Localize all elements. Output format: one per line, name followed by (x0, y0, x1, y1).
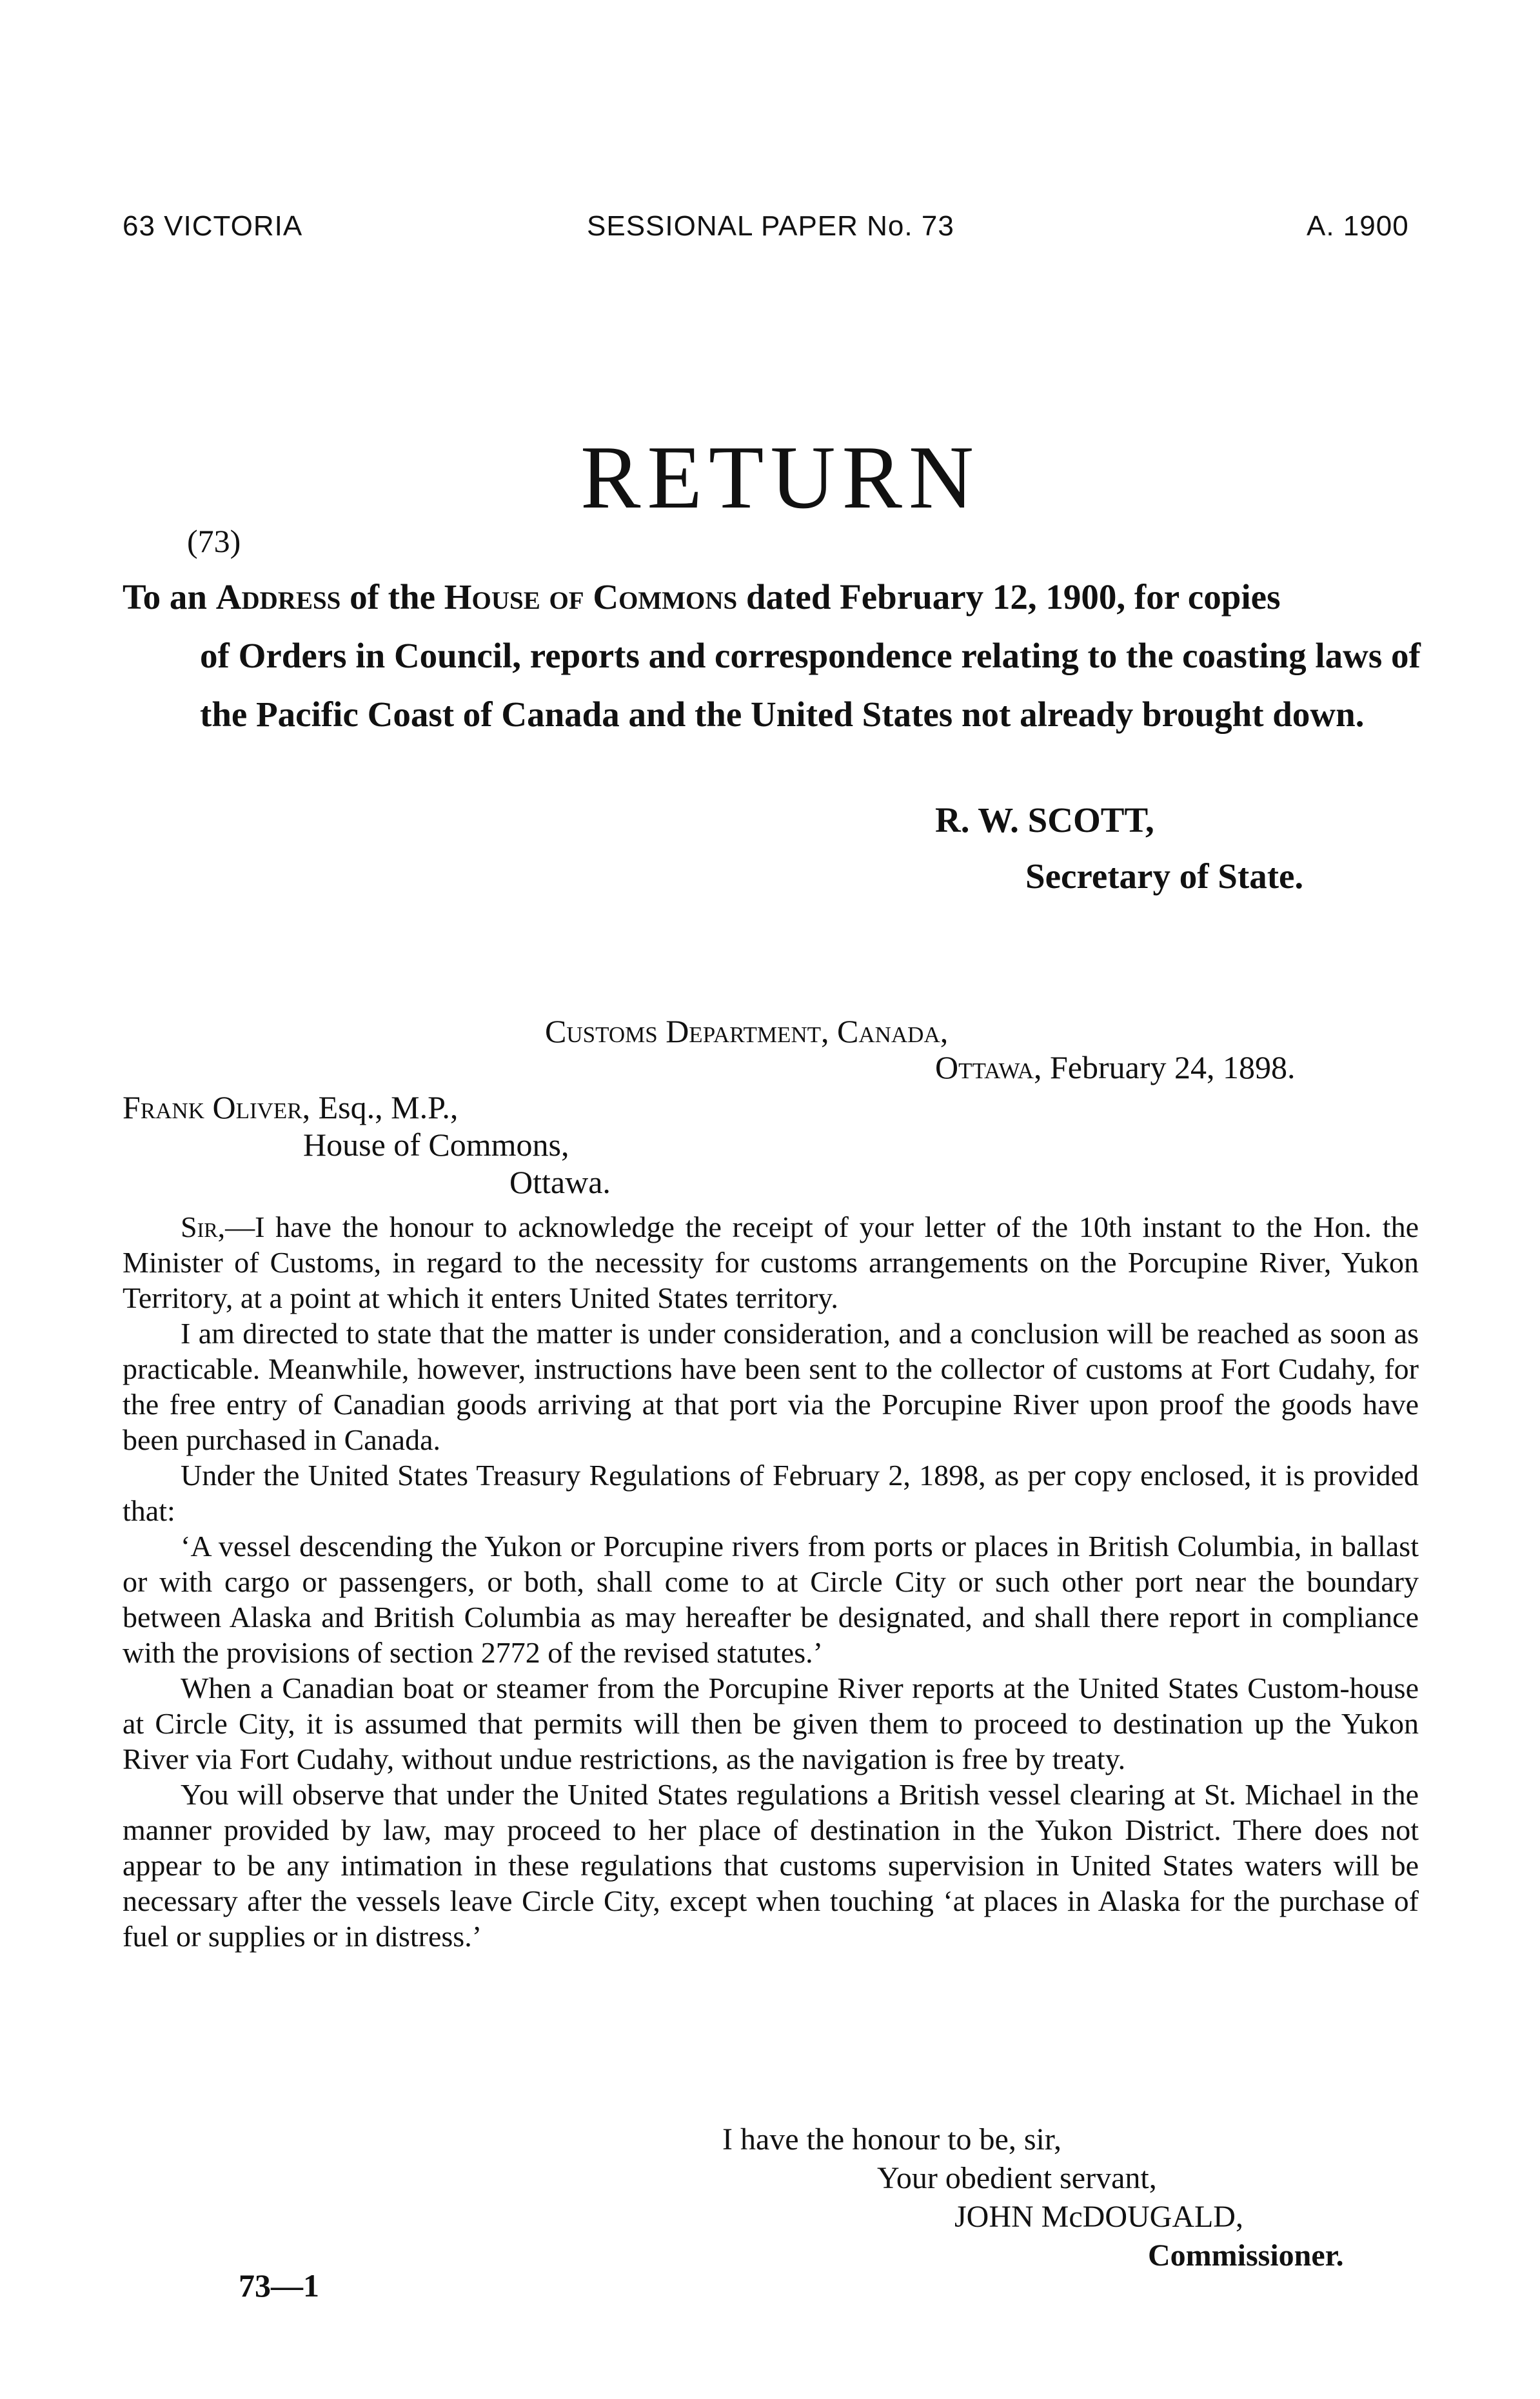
letter-place-date: Ottawa, February 24, 1898. (935, 1049, 1296, 1085)
closing-line-1: I have the honour to be, sir, (722, 2122, 1061, 2157)
address-continuation: of Orders in Council, reports and correspondence relating to the coasting laws of the Pacific Coast of Canada and the United States not already brought down. (200, 636, 1421, 734)
document-title: RETURN (580, 428, 980, 528)
closing-line-2: Your obedient servant, (877, 2161, 1157, 2195)
address-word: Address (215, 577, 341, 617)
header-sessional-paper: SESSIONAL PAPER No. 73 (587, 210, 954, 242)
recipient-line-3: Ottawa. (509, 1164, 611, 1200)
letter-body (123, 1209, 1419, 1954)
signatory-name: R. W. SCOTT, (935, 800, 1154, 840)
address-first-line: To an Address of the House of Commons dated February 12, 1900, for copies (123, 577, 1281, 617)
salutation: Sir, (181, 1210, 226, 1243)
letter-paragraph: You will observe that under the United States regulations a British vessel clearing at St. Michael in the manner provided by law, may proceed to her place of destination in the Yukon District. There does not appear to be any intimation in these regulations that customs supervision in United States waters will be necessary after the vessels leave Circle City, except when touching ‘at places in Alaska for the purchase of fuel or supplies or in distress.’ (123, 1778, 1419, 1953)
letter-paragraph: Under the United States Treasury Regulations of February 2, 1898, as per copy enclosed, it is provided that: (123, 1459, 1419, 1527)
address-paragraph (123, 568, 1425, 744)
letter-paragraph: When a Canadian boat or steamer from the Porcupine River reports at the United States Custom-house at Circle City, it is assumed that permits will then be given them to proceed to destination up the Yukon River via Fort Cudahy, without undue restrictions, as the navigation is free by treaty. (123, 1672, 1419, 1775)
document-number: (73) (187, 523, 241, 559)
recipient-name: Frank Oliver, Esq., M.P., (123, 1089, 459, 1125)
house-of-commons: House of Commons (444, 577, 738, 617)
signatory-title: Secretary of State. (1025, 856, 1304, 896)
header-year: A. 1900 (1307, 210, 1409, 242)
letter-paragraph: I am directed to state that the matter is under consideration, and a conclusion will be reached as soon as practicable. Meanwhile, however, instructions have been sent to the collector of customs at Fort Cudahy, for the free entry of Canadian goods arriving at that port via the Porcupine River upon proof the goods have been purchased in Canada. (123, 1317, 1419, 1456)
letter-paragraph: Sir,—I have the honour to acknowledge the receipt of your letter of the 10th instant to the Hon. the Minister of Customs, in regard to the necessity for customs arrangements on the Porcupine River, Yukon Territory, at a point at which it enters United States territory. (123, 1210, 1419, 1314)
page-mark: 73—1 (239, 2267, 319, 2304)
signer-name: JOHN McDOUGALD, (954, 2200, 1243, 2234)
letter-department: Customs Department, Canada, (545, 1013, 949, 1049)
signer-title: Commissioner. (1148, 2238, 1344, 2273)
header-session: 63 VICTORIA (123, 210, 303, 242)
recipient-line-2: House of Commons, (303, 1127, 569, 1163)
letter-paragraph: ‘A vessel descending the Yukon or Porcupine rivers from ports or places in British Columbia, in ballast or with cargo or passengers, or both, shall come to at Circle City or such other port near the boundary between Alaska and British Columbia as may hereafter be designated, and shall there report in compliance with the provisions of section 2772 of the revised statutes.’ (123, 1530, 1419, 1669)
